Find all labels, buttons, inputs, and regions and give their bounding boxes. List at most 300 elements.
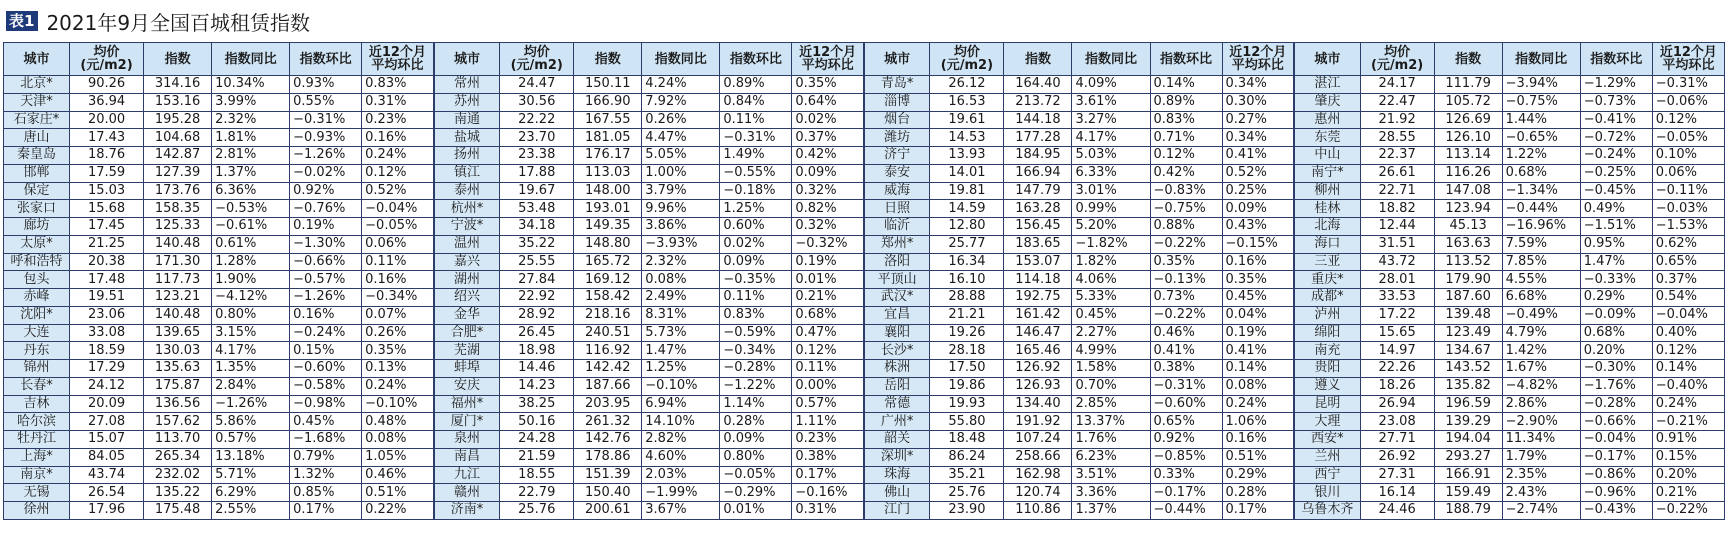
cell-mom: 0.68% bbox=[1580, 324, 1652, 342]
cell-avg-price: 27.31 bbox=[1360, 466, 1434, 484]
cell-mom: 0.35% bbox=[1150, 253, 1222, 271]
table-row bbox=[4, 306, 1725, 324]
cell-mom: 0.79% bbox=[290, 448, 362, 466]
cell-avg-price: 17.48 bbox=[70, 271, 144, 289]
cell-index: 104.68 bbox=[144, 129, 212, 147]
cell-city: 淄博 bbox=[864, 93, 930, 111]
cell-mom: −0.29% bbox=[720, 484, 792, 502]
cell-city: 宁波* bbox=[434, 218, 500, 236]
cell-avg-price: 19.26 bbox=[930, 324, 1004, 342]
cell-yoy: 4.79% bbox=[1502, 324, 1580, 342]
cell-avg-price: 28.88 bbox=[930, 289, 1004, 307]
cell-yoy: 0.61% bbox=[212, 235, 290, 253]
cell-12m-avg-mom: 0.24% bbox=[1652, 395, 1724, 413]
cell-avg-price: 21.25 bbox=[70, 235, 144, 253]
header-mom: 指数环比 bbox=[720, 43, 792, 76]
cell-yoy: 1.58% bbox=[1072, 360, 1150, 378]
cell-12m-avg-mom: 0.15% bbox=[1652, 448, 1724, 466]
header-yoy: 指数同比 bbox=[1502, 43, 1580, 76]
cell-yoy: 4.24% bbox=[642, 76, 720, 94]
cell-mom: 0.83% bbox=[720, 306, 792, 324]
cell-yoy: 0.70% bbox=[1072, 377, 1150, 395]
cell-mom: −0.45% bbox=[1580, 182, 1652, 200]
header-yoy: 指数同比 bbox=[642, 43, 720, 76]
cell-city: 吉林 bbox=[4, 395, 70, 413]
cell-yoy: 1.42% bbox=[1502, 342, 1580, 360]
cell-yoy: 1.35% bbox=[212, 360, 290, 378]
cell-city: 洛阳 bbox=[864, 253, 930, 271]
cell-yoy: 0.26% bbox=[642, 111, 720, 129]
cell-index: 164.40 bbox=[1004, 76, 1072, 94]
cell-12m-avg-mom: 0.23% bbox=[792, 431, 864, 449]
cell-mom: −0.22% bbox=[1150, 235, 1222, 253]
cell-yoy: −0.49% bbox=[1502, 306, 1580, 324]
cell-avg-price: 20.38 bbox=[70, 253, 144, 271]
cell-yoy: 8.31% bbox=[642, 306, 720, 324]
cell-12m-avg-mom: 0.34% bbox=[1222, 76, 1294, 94]
cell-12m-avg-mom: −0.04% bbox=[1652, 306, 1724, 324]
cell-avg-price: 53.48 bbox=[500, 200, 574, 218]
cell-mom: −0.58% bbox=[290, 377, 362, 395]
cell-avg-price: 14.23 bbox=[500, 377, 574, 395]
cell-mom: 0.19% bbox=[290, 218, 362, 236]
cell-mom: −0.66% bbox=[290, 253, 362, 271]
cell-mom: 0.17% bbox=[290, 502, 362, 520]
cell-12m-avg-mom: 0.52% bbox=[362, 182, 434, 200]
cell-avg-price: 18.82 bbox=[1360, 200, 1434, 218]
cell-12m-avg-mom: 0.29% bbox=[1222, 466, 1294, 484]
cell-avg-price: 28.55 bbox=[1360, 129, 1434, 147]
cell-city: 武汉* bbox=[864, 289, 930, 307]
header-row bbox=[4, 43, 1725, 76]
cell-city: 哈尔滨 bbox=[4, 413, 70, 431]
cell-index: 117.73 bbox=[144, 271, 212, 289]
cell-mom: −0.28% bbox=[1580, 395, 1652, 413]
cell-avg-price: 26.12 bbox=[930, 76, 1004, 94]
cell-city: 襄阳 bbox=[864, 324, 930, 342]
cell-city: 大连 bbox=[4, 324, 70, 342]
cell-avg-price: 17.96 bbox=[70, 502, 144, 520]
cell-yoy: 4.99% bbox=[1072, 342, 1150, 360]
cell-12m-avg-mom: 0.35% bbox=[362, 342, 434, 360]
cell-12m-avg-mom: 0.06% bbox=[362, 235, 434, 253]
cell-mom: 0.28% bbox=[720, 413, 792, 431]
cell-12m-avg-mom: 0.48% bbox=[362, 413, 434, 431]
cell-12m-avg-mom: 0.26% bbox=[362, 324, 434, 342]
cell-avg-price: 86.24 bbox=[930, 448, 1004, 466]
cell-yoy: 1.82% bbox=[1072, 253, 1150, 271]
header-mom: 指数环比 bbox=[1580, 43, 1652, 76]
cell-city: 广州* bbox=[864, 413, 930, 431]
cell-12m-avg-mom: 0.32% bbox=[792, 182, 864, 200]
table-row bbox=[4, 164, 1725, 182]
cell-mom: −0.72% bbox=[1580, 129, 1652, 147]
cell-mom: −0.24% bbox=[1580, 147, 1652, 165]
cell-yoy: 1.44% bbox=[1502, 111, 1580, 129]
header-city: 城市 bbox=[864, 43, 930, 76]
cell-yoy: 5.73% bbox=[642, 324, 720, 342]
cell-yoy: 1.67% bbox=[1502, 360, 1580, 378]
cell-avg-price: 31.51 bbox=[1360, 235, 1434, 253]
cell-index: 146.47 bbox=[1004, 324, 1072, 342]
cell-mom: −0.35% bbox=[720, 271, 792, 289]
cell-index: 143.52 bbox=[1434, 360, 1502, 378]
cell-index: 123.94 bbox=[1434, 200, 1502, 218]
cell-city: 郑州* bbox=[864, 235, 930, 253]
cell-mom: −0.66% bbox=[1580, 413, 1652, 431]
cell-index: 142.76 bbox=[574, 431, 642, 449]
cell-index: 148.80 bbox=[574, 235, 642, 253]
cell-index: 135.22 bbox=[144, 484, 212, 502]
cell-yoy: −0.61% bbox=[212, 218, 290, 236]
cell-12m-avg-mom: 0.14% bbox=[1652, 360, 1724, 378]
cell-12m-avg-mom: 0.30% bbox=[1222, 93, 1294, 111]
cell-12m-avg-mom: 0.23% bbox=[362, 111, 434, 129]
cell-yoy: 6.36% bbox=[212, 182, 290, 200]
cell-avg-price: 23.38 bbox=[500, 147, 574, 165]
cell-12m-avg-mom: −0.03% bbox=[1652, 200, 1724, 218]
cell-index: 120.74 bbox=[1004, 484, 1072, 502]
cell-index: 173.76 bbox=[144, 182, 212, 200]
cell-city: 昆明 bbox=[1294, 395, 1360, 413]
cell-city: 秦皇岛 bbox=[4, 147, 70, 165]
cell-index: 123.21 bbox=[144, 289, 212, 307]
cell-index: 139.29 bbox=[1434, 413, 1502, 431]
cell-yoy: 2.86% bbox=[1502, 395, 1580, 413]
cell-city: 常州 bbox=[434, 76, 500, 94]
cell-avg-price: 20.00 bbox=[70, 111, 144, 129]
cell-12m-avg-mom: 0.34% bbox=[1222, 129, 1294, 147]
table-row bbox=[4, 502, 1725, 520]
cell-yoy: 5.33% bbox=[1072, 289, 1150, 307]
cell-index: 158.42 bbox=[574, 289, 642, 307]
table-row bbox=[4, 324, 1725, 342]
cell-12m-avg-mom: 0.35% bbox=[792, 76, 864, 94]
cell-city: 东莞 bbox=[1294, 129, 1360, 147]
cell-index: 144.18 bbox=[1004, 111, 1072, 129]
cell-avg-price: 19.93 bbox=[930, 395, 1004, 413]
cell-mom: −0.76% bbox=[290, 200, 362, 218]
table-row bbox=[4, 484, 1725, 502]
cell-avg-price: 26.45 bbox=[500, 324, 574, 342]
table-row bbox=[4, 271, 1725, 289]
cell-index: 163.28 bbox=[1004, 200, 1072, 218]
cell-yoy: 3.99% bbox=[212, 93, 290, 111]
cell-city: 南京* bbox=[4, 466, 70, 484]
cell-yoy: 5.20% bbox=[1072, 218, 1150, 236]
cell-index: 153.07 bbox=[1004, 253, 1072, 271]
cell-yoy: 4.06% bbox=[1072, 271, 1150, 289]
cell-12m-avg-mom: 0.13% bbox=[362, 360, 434, 378]
cell-avg-price: 16.14 bbox=[1360, 484, 1434, 502]
cell-mom: 0.89% bbox=[720, 76, 792, 94]
cell-yoy: 2.81% bbox=[212, 147, 290, 165]
cell-yoy: 4.47% bbox=[642, 129, 720, 147]
cell-index: 258.66 bbox=[1004, 448, 1072, 466]
cell-avg-price: 13.93 bbox=[930, 147, 1004, 165]
cell-yoy: 1.76% bbox=[1072, 431, 1150, 449]
table-row bbox=[4, 235, 1725, 253]
cell-avg-price: 19.86 bbox=[930, 377, 1004, 395]
cell-yoy: 13.37% bbox=[1072, 413, 1150, 431]
cell-12m-avg-mom: 0.57% bbox=[792, 395, 864, 413]
cell-index: 116.92 bbox=[574, 342, 642, 360]
table-row bbox=[4, 466, 1725, 484]
cell-yoy: 7.59% bbox=[1502, 235, 1580, 253]
cell-12m-avg-mom: 0.10% bbox=[1652, 147, 1724, 165]
cell-city: 岳阳 bbox=[864, 377, 930, 395]
cell-city: 平顶山 bbox=[864, 271, 930, 289]
cell-avg-price: 17.59 bbox=[70, 164, 144, 182]
header-avg-price: 均价 (元/m2) bbox=[930, 43, 1004, 76]
cell-avg-price: 26.61 bbox=[1360, 164, 1434, 182]
cell-index: 194.04 bbox=[1434, 431, 1502, 449]
cell-city: 无锡 bbox=[4, 484, 70, 502]
cell-index: 135.82 bbox=[1434, 377, 1502, 395]
cell-12m-avg-mom: 0.41% bbox=[1222, 147, 1294, 165]
cell-yoy: 3.27% bbox=[1072, 111, 1150, 129]
cell-yoy: 7.92% bbox=[642, 93, 720, 111]
cell-12m-avg-mom: 0.16% bbox=[1222, 253, 1294, 271]
cell-index: 166.90 bbox=[574, 93, 642, 111]
cell-yoy: 1.47% bbox=[642, 342, 720, 360]
cell-12m-avg-mom: 0.08% bbox=[362, 431, 434, 449]
cell-12m-avg-mom: 0.00% bbox=[792, 377, 864, 395]
cell-index: 105.72 bbox=[1434, 93, 1502, 111]
cell-index: 45.13 bbox=[1434, 218, 1502, 236]
cell-12m-avg-mom: −0.05% bbox=[362, 218, 434, 236]
cell-avg-price: 26.54 bbox=[70, 484, 144, 502]
cell-12m-avg-mom: 0.31% bbox=[792, 502, 864, 520]
cell-index: 187.66 bbox=[574, 377, 642, 395]
cell-yoy: 3.36% bbox=[1072, 484, 1150, 502]
cell-avg-price: 22.26 bbox=[1360, 360, 1434, 378]
cell-city: 太原* bbox=[4, 235, 70, 253]
cell-mom: −1.29% bbox=[1580, 76, 1652, 94]
cell-avg-price: 26.92 bbox=[1360, 448, 1434, 466]
cell-index: 240.51 bbox=[574, 324, 642, 342]
cell-yoy: 1.81% bbox=[212, 129, 290, 147]
cell-12m-avg-mom: 0.52% bbox=[1222, 164, 1294, 182]
cell-yoy: 3.01% bbox=[1072, 182, 1150, 200]
cell-city: 长春* bbox=[4, 377, 70, 395]
cell-12m-avg-mom: 0.25% bbox=[1222, 182, 1294, 200]
cell-avg-price: 25.76 bbox=[930, 484, 1004, 502]
cell-12m-avg-mom: 0.08% bbox=[1222, 377, 1294, 395]
cell-yoy: 3.79% bbox=[642, 182, 720, 200]
cell-mom: −0.60% bbox=[1150, 395, 1222, 413]
cell-index: 218.16 bbox=[574, 306, 642, 324]
cell-city: 重庆* bbox=[1294, 271, 1360, 289]
cell-yoy: 10.34% bbox=[212, 76, 290, 94]
cell-yoy: −0.10% bbox=[642, 377, 720, 395]
cell-index: 123.49 bbox=[1434, 324, 1502, 342]
cell-mom: −0.73% bbox=[1580, 93, 1652, 111]
table-number-tag: 表1 bbox=[6, 11, 38, 31]
cell-avg-price: 15.03 bbox=[70, 182, 144, 200]
cell-mom: 0.33% bbox=[1150, 466, 1222, 484]
table-row bbox=[4, 111, 1725, 129]
cell-12m-avg-mom: 0.91% bbox=[1652, 431, 1724, 449]
cell-12m-avg-mom: 0.42% bbox=[792, 147, 864, 165]
cell-city: 海口 bbox=[1294, 235, 1360, 253]
cell-avg-price: 28.18 bbox=[930, 342, 1004, 360]
cell-12m-avg-mom: 0.04% bbox=[1222, 306, 1294, 324]
cell-index: 167.55 bbox=[574, 111, 642, 129]
cell-mom: 0.14% bbox=[1150, 76, 1222, 94]
cell-yoy: −2.74% bbox=[1502, 502, 1580, 520]
cell-12m-avg-mom: 0.11% bbox=[362, 253, 434, 271]
cell-index: 114.18 bbox=[1004, 271, 1072, 289]
cell-yoy: 2.43% bbox=[1502, 484, 1580, 502]
cell-avg-price: 36.94 bbox=[70, 93, 144, 111]
cell-yoy: 2.85% bbox=[1072, 395, 1150, 413]
cell-12m-avg-mom: −0.06% bbox=[1652, 93, 1724, 111]
cell-index: 166.94 bbox=[1004, 164, 1072, 182]
cell-yoy: 0.80% bbox=[212, 306, 290, 324]
cell-city: 扬州 bbox=[434, 147, 500, 165]
cell-mom: −0.85% bbox=[1150, 448, 1222, 466]
cell-mom: −0.22% bbox=[1150, 306, 1222, 324]
cell-yoy: 2.27% bbox=[1072, 324, 1150, 342]
cell-avg-price: 17.88 bbox=[500, 164, 574, 182]
cell-mom: 0.41% bbox=[1150, 342, 1222, 360]
cell-12m-avg-mom: −0.22% bbox=[1652, 502, 1724, 520]
cell-avg-price: 12.44 bbox=[1360, 218, 1434, 236]
cell-city: 大理 bbox=[1294, 413, 1360, 431]
cell-avg-price: 24.47 bbox=[500, 76, 574, 94]
cell-mom: 0.95% bbox=[1580, 235, 1652, 253]
cell-avg-price: 17.50 bbox=[930, 360, 1004, 378]
cell-12m-avg-mom: −0.40% bbox=[1652, 377, 1724, 395]
cell-12m-avg-mom: −0.21% bbox=[1652, 413, 1724, 431]
cell-yoy: 1.79% bbox=[1502, 448, 1580, 466]
cell-avg-price: 16.10 bbox=[930, 271, 1004, 289]
cell-index: 142.42 bbox=[574, 360, 642, 378]
cell-avg-price: 16.34 bbox=[930, 253, 1004, 271]
cell-mom: 0.71% bbox=[1150, 129, 1222, 147]
cell-12m-avg-mom: 0.68% bbox=[792, 306, 864, 324]
cell-12m-avg-mom: 0.40% bbox=[1652, 324, 1724, 342]
cell-city: 江门 bbox=[864, 502, 930, 520]
cell-index: 142.87 bbox=[144, 147, 212, 165]
cell-index: 116.26 bbox=[1434, 164, 1502, 182]
cell-12m-avg-mom: 0.64% bbox=[792, 93, 864, 111]
cell-mom: 0.11% bbox=[720, 289, 792, 307]
cell-yoy: −0.65% bbox=[1502, 129, 1580, 147]
cell-avg-price: 22.71 bbox=[1360, 182, 1434, 200]
cell-12m-avg-mom: 0.83% bbox=[362, 76, 434, 94]
cell-avg-price: 43.72 bbox=[1360, 253, 1434, 271]
rental-index-table bbox=[3, 42, 1725, 520]
cell-index: 161.42 bbox=[1004, 306, 1072, 324]
cell-avg-price: 24.28 bbox=[500, 431, 574, 449]
cell-city: 泰安 bbox=[864, 164, 930, 182]
table-title: 2021年9月全国百城租赁指数 bbox=[46, 10, 311, 35]
header-yoy: 指数同比 bbox=[212, 43, 290, 76]
cell-avg-price: 43.74 bbox=[70, 466, 144, 484]
cell-yoy: 3.86% bbox=[642, 218, 720, 236]
cell-12m-avg-mom: 0.12% bbox=[1652, 111, 1724, 129]
cell-avg-price: 22.22 bbox=[500, 111, 574, 129]
cell-mom: 0.46% bbox=[1150, 324, 1222, 342]
cell-city: 遵义 bbox=[1294, 377, 1360, 395]
cell-city: 桂林 bbox=[1294, 200, 1360, 218]
cell-avg-price: 84.05 bbox=[70, 448, 144, 466]
cell-mom: −0.17% bbox=[1150, 484, 1222, 502]
table-row bbox=[4, 395, 1725, 413]
cell-12m-avg-mom: 0.17% bbox=[792, 466, 864, 484]
cell-mom: −0.60% bbox=[290, 360, 362, 378]
cell-mom: −0.30% bbox=[1580, 360, 1652, 378]
cell-index: 111.79 bbox=[1434, 76, 1502, 94]
cell-avg-price: 18.98 bbox=[500, 342, 574, 360]
cell-city: 邯郸 bbox=[4, 164, 70, 182]
cell-mom: −0.96% bbox=[1580, 484, 1652, 502]
cell-index: 134.67 bbox=[1434, 342, 1502, 360]
cell-12m-avg-mom: 0.21% bbox=[1652, 484, 1724, 502]
cell-mom: −0.43% bbox=[1580, 502, 1652, 520]
cell-mom: 1.25% bbox=[720, 200, 792, 218]
cell-mom: −0.02% bbox=[290, 164, 362, 182]
cell-avg-price: 24.12 bbox=[70, 377, 144, 395]
cell-yoy: 1.90% bbox=[212, 271, 290, 289]
cell-avg-price: 30.56 bbox=[500, 93, 574, 111]
cell-yoy: −1.99% bbox=[642, 484, 720, 502]
cell-avg-price: 19.51 bbox=[70, 289, 144, 307]
cell-yoy: 3.67% bbox=[642, 502, 720, 520]
cell-12m-avg-mom: 0.20% bbox=[1652, 466, 1724, 484]
cell-city: 长沙* bbox=[864, 342, 930, 360]
cell-index: 184.95 bbox=[1004, 147, 1072, 165]
cell-index: 165.72 bbox=[574, 253, 642, 271]
cell-mom: −0.98% bbox=[290, 395, 362, 413]
cell-index: 140.48 bbox=[144, 235, 212, 253]
cell-mom: −1.22% bbox=[720, 377, 792, 395]
cell-avg-price: 22.47 bbox=[1360, 93, 1434, 111]
cell-12m-avg-mom: 0.38% bbox=[792, 448, 864, 466]
table-row bbox=[4, 200, 1725, 218]
cell-yoy: 4.55% bbox=[1502, 271, 1580, 289]
cell-index: 147.08 bbox=[1434, 182, 1502, 200]
cell-city: 南充 bbox=[1294, 342, 1360, 360]
cell-city: 金华 bbox=[434, 306, 500, 324]
cell-12m-avg-mom: 0.65% bbox=[1652, 253, 1724, 271]
cell-index: 113.70 bbox=[144, 431, 212, 449]
cell-mom: −0.86% bbox=[1580, 466, 1652, 484]
cell-index: 171.30 bbox=[144, 253, 212, 271]
cell-yoy: 2.32% bbox=[212, 111, 290, 129]
cell-12m-avg-mom: 0.31% bbox=[362, 93, 434, 111]
cell-index: 140.48 bbox=[144, 306, 212, 324]
cell-12m-avg-mom: 0.02% bbox=[792, 111, 864, 129]
header-index: 指数 bbox=[1434, 43, 1502, 76]
cell-yoy: 0.57% bbox=[212, 431, 290, 449]
cell-city: 潍坊 bbox=[864, 129, 930, 147]
table-row bbox=[4, 253, 1725, 271]
cell-12m-avg-mom: 0.19% bbox=[1222, 324, 1294, 342]
cell-index: 150.11 bbox=[574, 76, 642, 94]
cell-city: 宜昌 bbox=[864, 306, 930, 324]
cell-avg-price: 25.76 bbox=[500, 502, 574, 520]
cell-avg-price: 15.65 bbox=[1360, 324, 1434, 342]
cell-mom: −0.33% bbox=[1580, 271, 1652, 289]
cell-city: 柳州 bbox=[1294, 182, 1360, 200]
header-index: 指数 bbox=[1004, 43, 1072, 76]
cell-index: 157.62 bbox=[144, 413, 212, 431]
cell-yoy: −0.53% bbox=[212, 200, 290, 218]
cell-12m-avg-mom: 0.11% bbox=[792, 360, 864, 378]
